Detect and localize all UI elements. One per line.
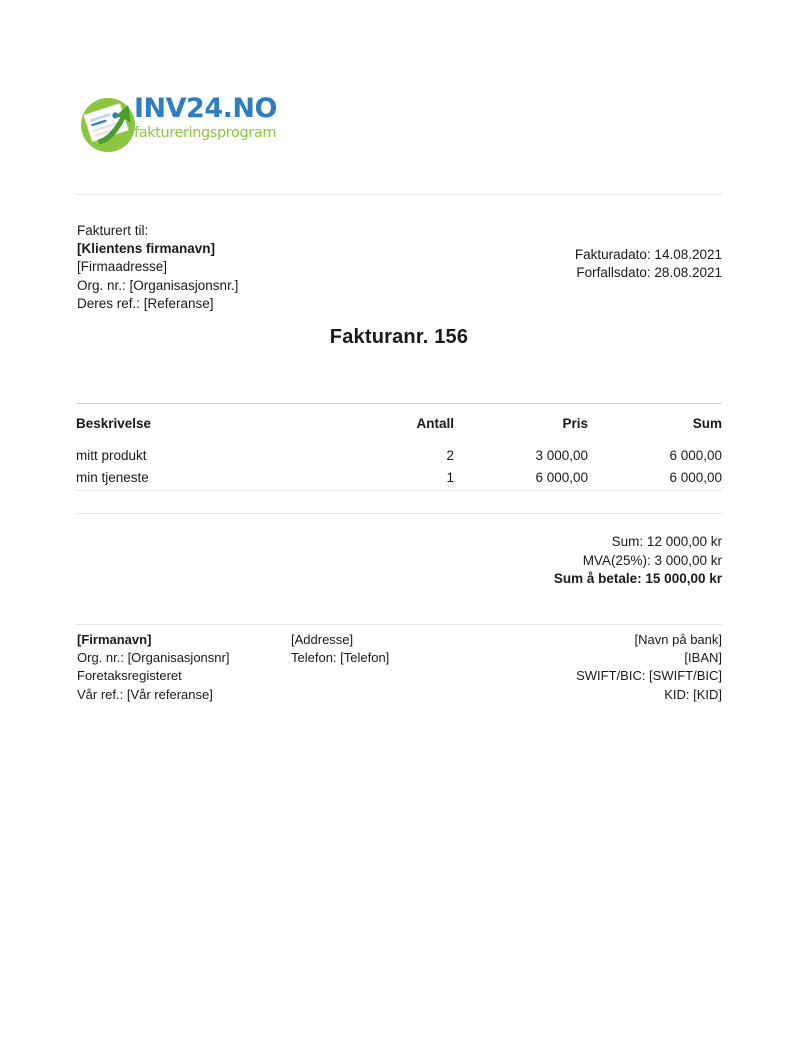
invoice-dates-block bbox=[575, 246, 722, 282]
bill-to-block bbox=[77, 222, 238, 313]
inv24-logo-icon bbox=[76, 92, 140, 156]
totals-block bbox=[554, 533, 722, 589]
footer-company-name: [Firmanavn] bbox=[77, 632, 152, 647]
table-header-row bbox=[76, 416, 722, 448]
footer-registry: Foretaksregisteret bbox=[77, 668, 182, 684]
footer-contact-column bbox=[291, 631, 389, 667]
column-header-sum: Sum bbox=[692, 416, 722, 431]
table-row bbox=[76, 470, 722, 492]
column-header-price: Pris bbox=[562, 416, 588, 431]
table-row bbox=[76, 448, 722, 470]
footer-our-reference: Vår ref.: [Vår referanse] bbox=[77, 686, 213, 702]
item-description: mitt produkt bbox=[76, 448, 147, 463]
due-date: Forfallsdato: 28.08.2021 bbox=[576, 265, 722, 281]
client-org-number: Org. nr.: [Organisasjonsnr.] bbox=[77, 277, 239, 293]
brand-wordmark bbox=[134, 94, 334, 141]
footer-org-number: Org. nr.: [Organisasjonsnr] bbox=[77, 650, 230, 666]
item-sum: 6 000,00 bbox=[669, 470, 722, 485]
brand-subtitle: faktureringsprogram bbox=[134, 125, 277, 141]
client-company-name: [Klientens firmanavn] bbox=[77, 241, 216, 257]
column-header-description: Beskrivelse bbox=[76, 416, 152, 431]
footer-phone: Telefon: [Telefon] bbox=[291, 650, 390, 666]
invoice-number-heading: Fakturanr. 156 bbox=[329, 326, 469, 348]
line-items-table bbox=[76, 416, 722, 492]
total-due-amount: Sum å betale: 15 000,00 kr bbox=[553, 571, 722, 587]
footer-bank-column bbox=[576, 631, 722, 704]
footer-address: [Addresse] bbox=[291, 632, 354, 647]
item-price: 6 000,00 bbox=[535, 470, 588, 485]
divider-footer bbox=[76, 624, 722, 625]
divider-totals-top bbox=[76, 513, 722, 514]
item-sum: 6 000,00 bbox=[669, 448, 722, 463]
item-price: 3 000,00 bbox=[535, 448, 588, 463]
footer-kid: KID: [KID] bbox=[664, 686, 722, 702]
column-header-quantity: Antall bbox=[416, 416, 454, 431]
divider-header bbox=[76, 194, 722, 195]
client-reference: Deres ref.: [Referanse] bbox=[77, 295, 214, 311]
footer-swift: SWIFT/BIC: [SWIFT/BIC] bbox=[576, 668, 722, 684]
client-address: [Firmaadresse] bbox=[77, 259, 168, 275]
divider-table-top bbox=[76, 403, 722, 404]
brand-logo bbox=[76, 92, 346, 158]
subtotal-amount: Sum: 12 000,00 kr bbox=[611, 534, 722, 549]
item-description: min tjeneste bbox=[76, 470, 149, 485]
invoice-date: Fakturadato: 14.08.2021 bbox=[574, 247, 722, 262]
brand-title: INV24.NO bbox=[134, 93, 277, 124]
footer-bank-name: [Navn på bank] bbox=[634, 632, 722, 647]
footer-iban: [IBAN] bbox=[684, 650, 722, 666]
bill-to-label: Fakturert til: bbox=[77, 223, 149, 238]
footer-company-column bbox=[77, 631, 229, 704]
item-quantity: 2 bbox=[446, 448, 454, 463]
item-quantity: 1 bbox=[446, 470, 454, 485]
vat-amount: MVA(25%): 3 000,00 kr bbox=[582, 552, 722, 568]
